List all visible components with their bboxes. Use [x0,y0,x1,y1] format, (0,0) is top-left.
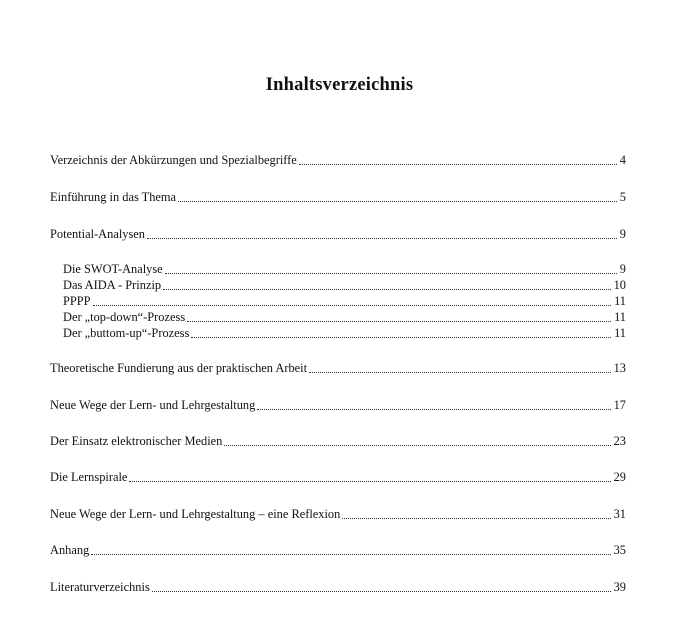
toc-entry-label: Der „buttom-up“-Prozess [63,326,190,340]
toc-page-number: 13 [613,361,626,375]
toc-page-number: 10 [613,278,626,292]
toc-dot-leader [93,304,611,306]
toc-entry-label: Der „top-down“-Prozess [63,310,186,324]
toc-entry-lernspirale[interactable] [50,470,626,485]
toc-page-number: 23 [613,434,626,448]
toc-entry-reflexion[interactable] [50,507,626,522]
toc-page-number: 11 [614,294,626,308]
toc-dot-leader [165,272,617,274]
toc-dot-leader [309,371,611,373]
toc-entry-label: Der Einsatz elektronischer Medien [50,434,223,448]
toc-page-number: 31 [613,507,626,521]
toc-entry-potential-analysen[interactable] [50,227,626,242]
toc-dot-leader [187,320,611,322]
toc-entry-label: Anhang [50,543,90,557]
toc-entry-label: Das AIDA - Prinzip [63,278,162,292]
page-title: Inhaltsverzeichnis [265,75,414,95]
toc-entry-label: Potential-Analysen [50,227,145,241]
toc-dot-leader [152,590,611,592]
toc-entry-label: Neue Wege der Lern- und Lehrgestaltung [50,398,256,412]
toc-entry-abkuerzungen[interactable] [50,153,626,168]
toc-dot-leader [91,553,610,555]
toc-entry-elektronische-medien[interactable] [50,434,626,449]
toc-entry-label: Theoretische Fundierung aus der praktischen Arbeit [50,361,308,375]
toc-subentry-buttom-up[interactable] [63,326,626,341]
toc-subentry-aida[interactable] [63,278,626,293]
toc-subentry-pppp[interactable] [63,294,626,309]
toc-subentry-swot[interactable] [63,262,626,277]
toc-entry-anhang[interactable] [50,543,626,558]
toc-dot-leader [129,480,610,482]
toc-entry-label: Die Lernspirale [50,470,128,484]
toc-page-number: 17 [613,398,626,412]
toc-page-number: 9 [619,227,626,241]
toc-page-number: 5 [619,190,626,204]
toc-dot-leader [191,336,611,338]
toc-dot-leader [178,200,617,202]
toc-entry-label: Die SWOT-Analyse [63,262,163,276]
toc-entry-label: Verzeichnis der Abkürzungen und Spezialbegriffe [50,153,297,167]
toc-entry-theoretische-fundierung[interactable] [50,361,626,376]
toc-page-number: 11 [614,310,626,324]
toc-dot-leader [342,517,610,519]
toc-entry-literaturverzeichnis[interactable] [50,580,626,595]
toc-subentry-top-down[interactable] [63,310,626,325]
toc-entry-label: Neue Wege der Lern- und Lehrgestaltung – eine Reflexion [50,507,341,521]
toc-entry-label: Einführung in das Thema [50,190,177,204]
toc-page-number: 39 [613,580,626,594]
toc-dot-leader [257,408,610,410]
toc-entry-label: Literaturverzeichnis [50,580,150,594]
toc-dot-leader [224,444,610,446]
toc-page-number: 9 [619,262,626,276]
toc-page-number: 35 [613,543,626,557]
toc-page-number: 4 [619,153,626,167]
toc-entry-neue-wege[interactable] [50,398,626,413]
toc-dot-leader [163,288,611,290]
toc-page-number: 29 [613,470,626,484]
toc-entry-label: PPPP [63,294,91,308]
toc-dot-leader [299,163,617,165]
toc-entry-einfuehrung[interactable] [50,190,626,205]
toc-dot-leader [147,237,617,239]
toc-page-number: 11 [614,326,626,340]
